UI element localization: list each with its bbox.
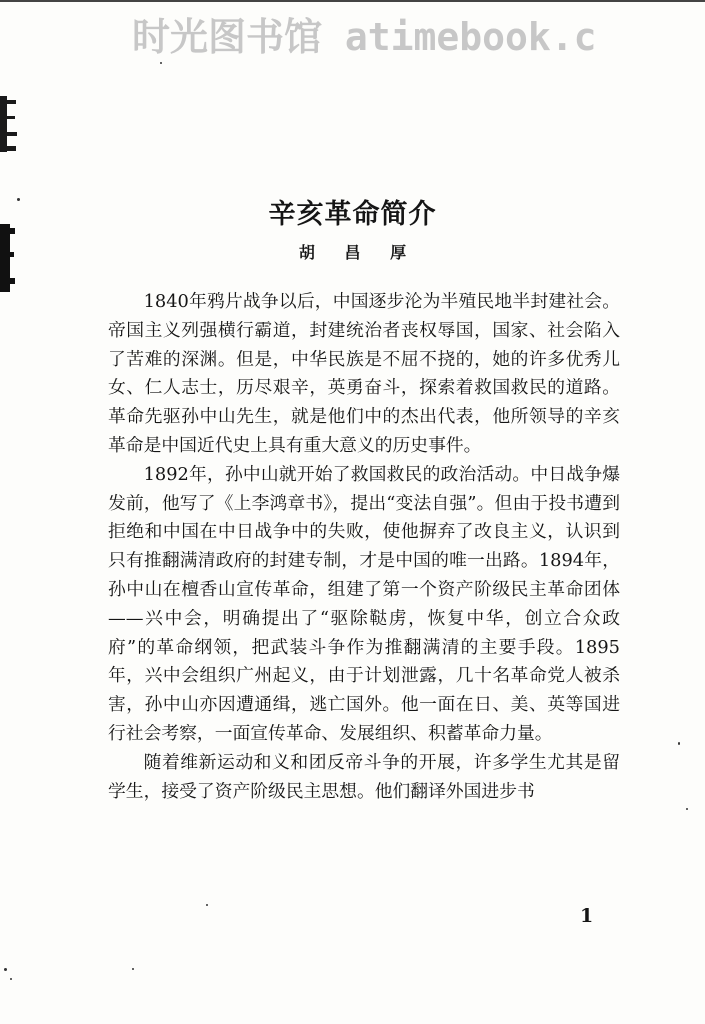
article-author: 胡 昌 厚 [298, 243, 419, 262]
facing-page-bleed-top [0, 92, 18, 154]
scan-speck [678, 742, 680, 745]
article-title: 辛亥革命简介 [268, 199, 437, 231]
scan-speck [686, 808, 688, 810]
scan-speck [10, 978, 12, 980]
page-number: 1 [580, 905, 594, 927]
paragraph: 随着维新运动和义和团反帝斗争的开展，许多学生尤其是留学生，接受了资产阶级民主思想。他们翻译外国进步书 [108, 751, 620, 802]
scan-speck [160, 62, 162, 64]
scan-speck [17, 198, 20, 201]
article-body [108, 288, 620, 806]
scan-speck [4, 968, 7, 971]
paragraph: 1892年，孙中山就开始了救国救民的政治活动。中日战争爆发前，他写了《上李鸿章书》，提出“变法自强”。但由于投书遭到拒绝和中国在中日战争中的失败，使他摒弃了改良主义，认识到只有推翻满清政府的封建专制，才是中国的唯一出路。1894年，孙中山在檀香山宣传革命，组建了第一个资产阶级民主革命团体——兴中会，明确提出了“驱除鞑虏，恢复中华，创立合众政府”的革命纲领，把武装斗争作为推翻满清的主要手段。1895年，兴中会组织广州起义，由于计划泄露，几十名革命党人被杀害，孙中山亦因遭通缉，逃亡国外。他一面在日、美、英等国进行社会考察，一面宣传革命、发展组织、积蓄革命力量。 [108, 463, 620, 744]
scan-speck [206, 904, 208, 906]
scan-speck [132, 968, 134, 970]
watermark: 时光图书馆 atimebook.c [132, 15, 597, 59]
paragraph: 1840年鸦片战争以后，中国逐步沦为半殖民地半封建社会。帝国主义列强横行霸道，封建统治者丧权辱国，国家、社会陷入了苦难的深渊。但是，中华民族是不屈不挠的，她的许多优秀儿女、仁人志士，历尽艰辛，英勇奋斗，探索着救国救民的道路。革命先驱孙中山先生，就是他们中的杰出代表，他所领导的辛亥革命是中国近代史上具有重大意义的历史事件。 [108, 291, 620, 456]
scan-top-edge [0, 0, 705, 2]
